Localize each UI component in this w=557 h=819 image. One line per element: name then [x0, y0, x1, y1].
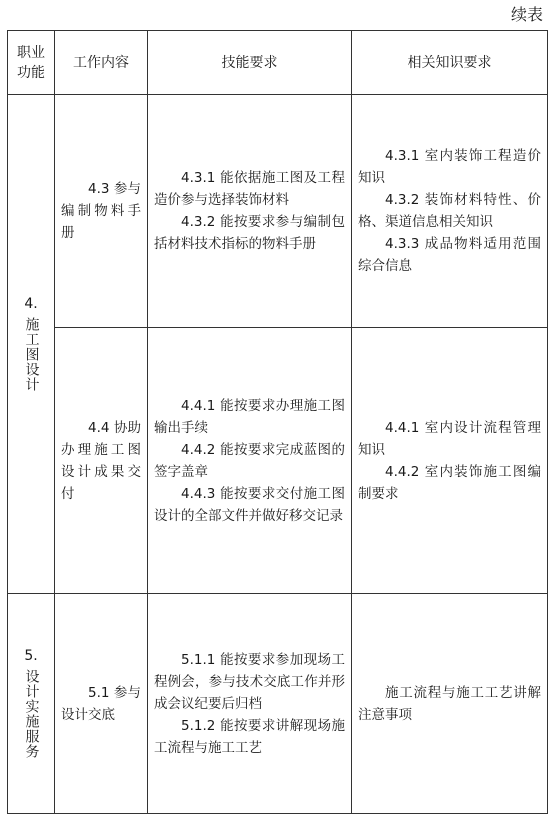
knowledge-item: 4.4.2 室内装饰施工图编制要求: [358, 463, 541, 502]
work-content-cell: [55, 95, 147, 327]
work-content-text: 4.4 协助办理施工图设计成果交付: [61, 419, 141, 502]
function-number: 5.: [24, 648, 38, 664]
continued-caption: 续表: [510, 5, 543, 24]
skill-cell: [148, 594, 351, 813]
skill-item: 4.3.1 能依据施工图及工程造价参与选择装饰材料: [154, 170, 345, 208]
occupation-standard-table: [7, 30, 548, 814]
knowledge-cell: [352, 328, 547, 593]
skill-cell: [148, 328, 351, 593]
knowledge-item: 4.3.1 室内装饰工程造价知识: [358, 148, 541, 186]
header-skill-requirements: 技能要求: [221, 54, 278, 71]
skill-item: 4.3.2 能按要求参与编制包括材料技术指标的物料手册: [154, 214, 345, 252]
knowledge-item: 4.3.2 装饰材料特性、价格、渠道信息相关知识: [358, 192, 541, 230]
function-name: 施工图设计: [23, 317, 40, 392]
work-content-text: 4.3 参与编制物料手册: [61, 181, 141, 241]
function-cell-construction-drawing: [8, 95, 54, 593]
skill-item: 5.1.1 能按要求参加现场工程例会，参与技术交底工作并形成会议纪要后归档: [154, 651, 345, 712]
skill-item: 4.4.1 能按要求办理施工图输出手续: [154, 397, 345, 436]
work-content-cell: [55, 328, 147, 593]
skill-cell: [148, 95, 351, 327]
knowledge-item: 施工流程与施工工艺讲解注意事项: [358, 684, 541, 723]
function-cell-implementation-service: [8, 594, 54, 813]
function-number: 4.: [24, 296, 38, 312]
header-work-content: 工作内容: [73, 54, 129, 71]
knowledge-cell: [352, 95, 547, 327]
header-knowledge-requirements: 相关知识要求: [407, 54, 492, 71]
skill-item: 4.4.2 能按要求完成蓝图的签字盖章: [154, 441, 345, 480]
knowledge-item: 4.4.1 室内设计流程管理知识: [358, 419, 541, 458]
skill-item: 4.4.3 能按要求交付施工图设计的全部文件并做好移交记录: [154, 485, 345, 524]
knowledge-cell: [352, 594, 547, 813]
knowledge-item: 4.3.3 成品物料适用范围综合信息: [358, 236, 541, 274]
work-content-cell: [55, 594, 147, 813]
skill-item: 5.1.2 能按要求讲解现场施工流程与施工工艺: [154, 717, 345, 756]
header-function: 职业 功能: [17, 44, 45, 81]
work-content-text: 5.1 参与设计交底: [61, 684, 141, 723]
function-name: 设计实施服务: [23, 669, 40, 759]
